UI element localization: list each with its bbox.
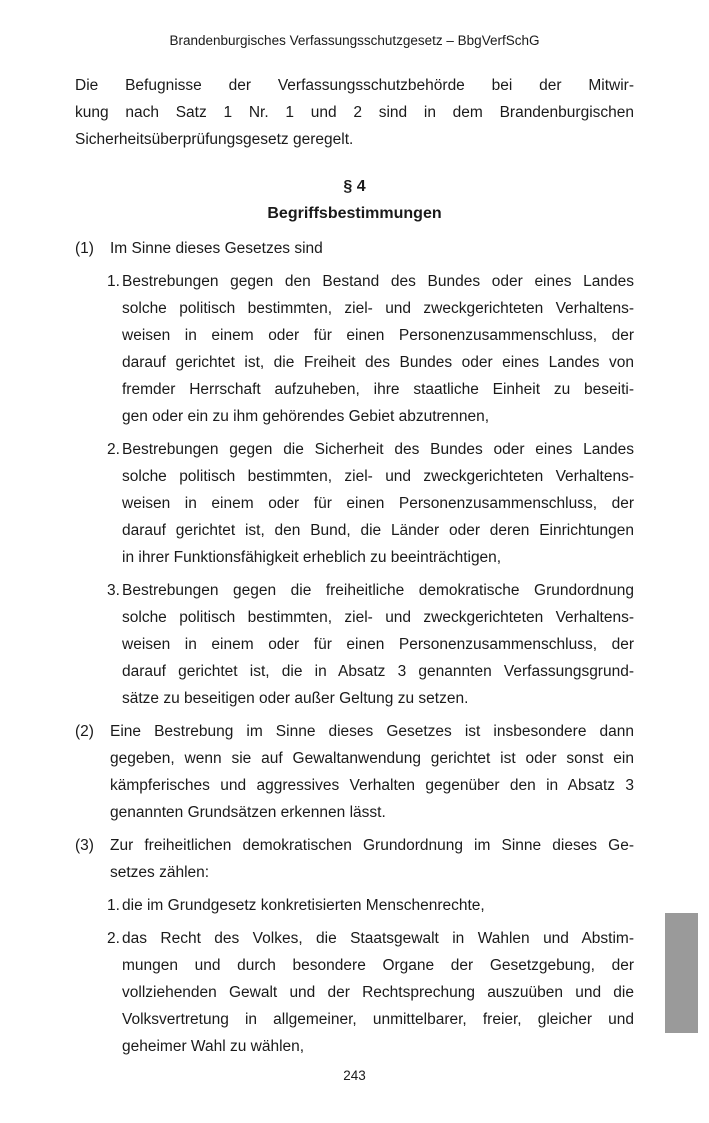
legal-paragraph (75, 718, 634, 826)
text-line: die im Grundgesetz konkretisierten Menschenrechte, (122, 897, 485, 914)
text-line: sätze zu beseitigen oder außer Geltung zu setzen. (122, 690, 469, 707)
paragraph-text (110, 718, 634, 826)
list-item (107, 577, 634, 712)
list-item-text (122, 268, 634, 430)
text-line: Eine Bestrebung im Sinne dieses Gesetzes ist insbesondere dann (110, 723, 634, 740)
text-line: Bestrebungen gegen die freiheitliche demokratische Grundordnung (122, 582, 634, 599)
text-line: darauf gerichtet ist, die Freiheit des Bundes oder eines Landes von (122, 354, 634, 371)
text-line: weisen in einem oder für einen Personenzusammenschluss, der (122, 495, 634, 512)
text-line: Sicherheitsüberprüfungsgesetz geregelt. (75, 131, 354, 148)
list-item-text (122, 577, 634, 712)
text-line: Die Befugnisse der Verfassungsschutzbehörde bei der Mitwir- (75, 77, 634, 94)
section-heading (75, 173, 634, 227)
paragraph-text (110, 832, 634, 886)
text-line: solche politisch bestimmten, ziel- und zweckgerichteten Verhaltens- (122, 300, 634, 317)
list-item (107, 892, 634, 919)
running-header: Brandenburgisches Verfassungsschutzgesetz – BbgVerfSchG (169, 33, 540, 48)
list-item-marker: 3. (107, 582, 120, 599)
paragraph-marker: (3) (75, 837, 94, 854)
list-item-text (122, 436, 634, 571)
list-item-marker: 2. (107, 930, 120, 947)
text-line: Bestrebungen gegen die Sicherheit des Bundes oder eines Landes (122, 441, 634, 458)
text-line: Zur freiheitlichen demokratischen Grundordnung im Sinne dieses Ge- (110, 837, 634, 854)
list-item-marker: 1. (107, 273, 120, 290)
text-line: das Recht des Volkes, die Staatsgewalt in Wahlen und Abstim- (122, 930, 634, 947)
intro-paragraph (75, 72, 634, 153)
section-title: Begriffsbestimmungen (267, 205, 442, 222)
text-line: Im Sinne dieses Gesetzes sind (110, 240, 323, 257)
text-line: weisen in einem oder für einen Personenzusammenschluss, der (122, 327, 634, 344)
text-line: darauf gerichtet ist, die in Absatz 3 genannten Verfassungsgrund- (122, 663, 634, 680)
text-line: gegeben, wenn sie auf Gewaltanwendung gerichtet ist oder sonst ein (110, 750, 634, 767)
list-item-marker: 1. (107, 897, 120, 914)
text-line: weisen in einem oder für einen Personenzusammenschluss, der (122, 636, 634, 653)
list-item (107, 268, 634, 430)
text-line: Volksvertretung in allgemeiner, unmittelbarer, freier, gleicher und (122, 1011, 634, 1028)
paragraph-marker: (1) (75, 240, 94, 257)
paragraph-body (107, 832, 634, 1060)
text-line: solche politisch bestimmten, ziel- und zweckgerichteten Verhaltens- (122, 468, 634, 485)
text-line: geheimer Wahl zu wählen, (122, 1038, 305, 1055)
list-item-marker: 2. (107, 441, 120, 458)
list-item-text (122, 925, 634, 1060)
text-line: fremder Herrschaft aufzuheben, ihre staatliche Einheit zu beseiti- (122, 381, 634, 398)
list-item (107, 925, 634, 1060)
legal-paragraph (75, 235, 634, 712)
legal-paragraphs (75, 235, 634, 1060)
list-item (107, 436, 634, 571)
page-content (75, 72, 634, 1060)
thumb-index-tab (665, 913, 698, 1033)
paragraph-body (107, 235, 634, 712)
text-line: darauf gerichtet ist, den Bund, die Länder oder deren Einrichtungen (122, 522, 634, 539)
paragraph-marker: (2) (75, 723, 94, 740)
section-number: § 4 (343, 178, 366, 195)
paragraph-body (110, 718, 634, 826)
paragraph-text (110, 235, 634, 262)
text-line: genannten Grundsätzen erkennen lässt. (110, 804, 386, 821)
text-line: setzes zählen: (110, 864, 210, 881)
text-line: mungen und durch besondere Organe der Gesetzgebung, der (122, 957, 634, 974)
text-line: gen oder ein zu ihm gehörendes Gebiet abzutrennen, (122, 408, 490, 425)
text-line: vollziehenden Gewalt und der Rechtsprechung auszuüben und die (122, 984, 634, 1001)
text-line: Bestrebungen gegen den Bestand des Bundes oder eines Landes (122, 273, 634, 290)
page-number: 243 (343, 1068, 366, 1083)
text-line: in ihrer Funktionsfähigkeit erheblich zu beeinträchtigen, (122, 549, 502, 566)
legal-paragraph (75, 832, 634, 1060)
list-item-text (122, 892, 634, 919)
text-line: kung nach Satz 1 Nr. 1 und 2 sind in dem Brandenburgischen (75, 104, 634, 121)
text-line: kämpferisches und aggressives Verhalten gegenüber den in Absatz 3 (110, 777, 634, 794)
text-line: solche politisch bestimmten, ziel- und zweckgerichteten Verhaltens- (122, 609, 634, 626)
